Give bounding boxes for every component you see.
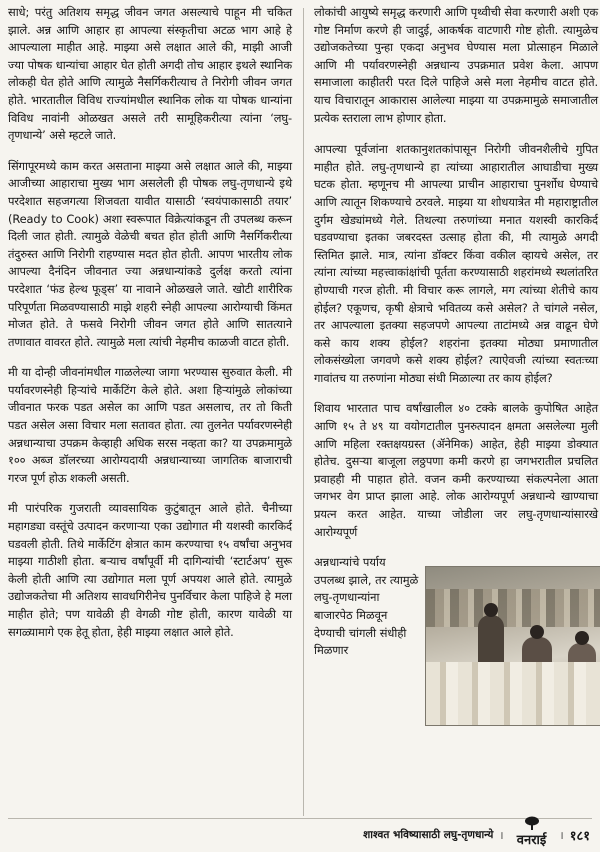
photo-shelf (426, 589, 600, 627)
paragraph: आपल्या पूर्वजांना शतकानुशतकांपासून निरोगी जीवनशैलीचे गुपित माहीत होते. लघु-तृणधान्ये हा त्यांच्या आहारातील आघाडीचा मुख्य घटक होता. म्हणूनच मी आपल्या प्राचीन आहाराचा पुनर्शोध घेण्याचे आणि त्यातून शिकण्याचे ठरवले. माझ्या या शोधयात्रेत मी महाराष्ट्रातील दुर्गम खेड्यांमध्ये गेले. तिथल्या तरुणांच्या मनात यशस्वी कारकिर्द घडवण्याचा इतका जबरदस्त उत्साह होता की, मी त्यामुळे अगदी स्तिमित झाले. मात्र, त्यांना डॉक्टर किंवा वकील व्हायचे असेल, तर त्यांना त्यांच्या महत्त्वाकांक्षांची पूर्तता करण्यासाठी शहरांमध्ये स्थलांतरित होण्याची गरज होती. मी विचार करू लागले, मग त्यांच्या शेतीचे काय होईल? एकूणच, कृषी क्षेत्राचे भवितव्य कसे असेल? ते चांगले नसेल, तर आपल्याला इतक्या सहजपणे आपल्या ताटांमध्ये अन्न वाढून घेणे कसे काय शक्य होईल? शहरांना इतक्या मोठ्या प्रमाणातील लोकसंख्येला जगवणे कसे शक्य होईल? त्याऐवजी त्यांच्या स्वतःच्या गावांतच या तरुणांना मोठ्या संधी मिळाल्या तर काय होईल? (314, 142, 598, 385)
paragraph-wrapped: अन्नधान्यांचे पर्याय उपलब्ध झाले, तर त्यामुळे लघु-तृणधान्यांना बाजारपेठ मिळवून देण्याची चांगली संधीही मिळणार (314, 555, 419, 658)
paragraph: साधे; परंतु अतिशय समृद्ध जीवन जगत असल्याचे पाहून मी चकित झाले. अन्न आणि आहार हा आपल्या संस्कृतीचा अटळ भाग आहे हे आपल्याला माहीत आहे. माझ्या असे लक्षात आले की, माझी आजी ज्या पोषक धान्यांचा आहार घेत होती अगदी तोच आहार इथले स्थानिक लोकही घेत होते आणि त्यामुळे नैसर्गिकरीत्याच ते निरोगी जीवन जगत होते. भारतातील विविध राज्यांमधील स्थानिक लोक या पोषक धान्यांना विविध नावांनी ओळखत असले तरी सामूहिकरीत्या त्यांना ‘लघु-तृणधान्ये’ असे म्हटले जाते. (8, 5, 292, 143)
logo-text: वनराई (516, 833, 547, 848)
photo-person (478, 615, 504, 667)
footer-rule (8, 818, 592, 819)
tree-icon (524, 816, 540, 830)
footer-separator: । (499, 828, 504, 842)
workers-packing-photo (425, 566, 600, 726)
page-number-separator: । (559, 828, 564, 842)
left-column (8, 4, 292, 654)
paragraph: लोकांची आयुष्ये समृद्ध करणारी आणि पृथ्वीची सेवा करणारी अशी एक गोष्ट निर्माण करणे ही जादुई, आकर्षक वाटणारी गोष्ट होती. त्यामुळेच उद्योजकतेच्या पुन्हा एकदा अनुभव घेण्यास मला प्रोत्साहन मिळाले आणि मी पर्यावरणस्नेही अन्नधान्य उपक्रमात प्रवेश केला. आपण समाजाला काहीतरी परत दिले पाहिजे असे मला नेहमीच वाटत होते. याच विचारातून आकारास आलेल्या माझ्या या उपक्रमामुळे समाजातील प्रत्येक स्तराला लाभ होणार होता. (314, 5, 598, 125)
paragraph: सिंगापूरमध्ये काम करत असताना माझ्या असे लक्षात आले की, माझ्या आजीच्या आहाराचा मुख्य भाग असलेली ही पोषक लघु-तृणधान्ये इथे परदेशात सहजगत्या शिजवता यावीत यासाठी ‘स्वयंपाकासाठी तयार’ (Ready to Cook) अशा स्वरूपात विक्रेत्यांकडून ती उपलब्ध करून दिली जात होती. त्यामुळे वेळेची बचत होत होती आणि नैसर्गिकरीत्या तंदुरुस्त आणि निरोगी राहण्यास मदत होत होती. आपण भारतीय लोक आपल्या दैनंदिन जीवनात ज्या अन्नधान्यांकडे दुर्लक्ष करतो त्यांना परदेशात ‘फंड हेल्थ फूड्स’ या नावाने ओळखले जाते. खोटी शारीरिक परिपूर्णता मिळवण्यासाठी माझे शहरी स्नेही आपल्या आरोग्याची किंमत मोजत होते. ते फसवे निरोगी जीवन जगत होते आणि सातत्याने तणावात वावरत होते. त्यामुळे मला त्यांची नेहमीच काळजी वाटत होती. (8, 158, 292, 349)
right-column (314, 4, 598, 744)
book-title: शाश्वत भविष्यासाठी लघु-तृणधान्ये (363, 829, 494, 841)
paragraph: मी या दोन्ही जीवनांमधील गाळलेल्या जागा भरण्यास सुरुवात केली. मी पर्यावरणस्नेही हिऱ्यांचे मार्केटिंग केले होते. अशा हिऱ्यांमुळे लोकांच्या जीवनात फरक पडत असेल का आणि पडत असलाच, तर तो किती पडत असेल असा विचार मला सतावत होता. त्या तुलनेत पर्यावरणस्नेही अन्नधान्याचा उपक्रम केव्हाही अधिक सरस नव्हता का? या उपक्रमामुळे १०० अब्ज डॉलरच्या आरोग्यदायी अन्नधान्याच्या जागतिक बाजाराची गरज पूर्ण होऊ शकली असती. (8, 365, 292, 485)
paragraph: मी पारंपरिक गुजराती व्यावसायिक कुटुंबातून आले होते. चैनीच्या महागड्या वस्तूंचे उत्पादन करणाऱ्या एका उद्योगात मी यशस्वी कारकिर्द घडवली होती. तिथे मार्केटिंग क्षेत्रात काम करण्याचा १५ वर्षांचा अनुभव माझ्या गाठीशी होता. बऱ्याच वर्षांपूर्वी मी दागिन्यांची ‘स्टार्टअप’ सुरू केली होती आणि त्या उद्योगात मला पूर्ण अपयश आले होते. त्यामुळे उद्योजकतेचा मी अतिशय सावधगिरीनेच पुनर्विचार केला पाहिजे हे मला माहीत होते; पण यावेळी ही वेगळी गोष्ट होती, कारण यावेळी या सगळ्यामागे एक हेतू होता, हेही माझ्या लक्षात आले होते. (8, 501, 292, 639)
paragraph: शिवाय भारतात पाच वर्षांखालील ४० टक्के बालके कुपोषित आहेत आणि १५ ते ४९ या वयोगटातील पुनरुत्पादन क्षमता असलेल्या मुली आणि महिला रक्तक्षयग्रस्त (ॲनेमिक) आहेत, हेही माझ्या डोक्यात होतेच. दुसऱ्या बाजूला लठ्ठपणा कमी करणे हा जगभरातील प्रचलित प्रवाहही मी पाहात होते. वजन कमी करण्याच्या संकल्पनेला आता जगभर वेग प्राप्त झाला आहे. लोक आरोग्यपूर्ण अन्नधान्ये खाण्याचा प्रयत्न करत आहेत. याच्या जोडीला जर लघु-तृणधान्यांसारखे आरोग्यपूर्ण (314, 401, 598, 539)
photo-block (314, 554, 598, 744)
column-divider (303, 8, 304, 816)
page-footer (363, 822, 590, 848)
page-number: १८१ (569, 829, 590, 844)
photo-table-packets (426, 662, 600, 725)
vanrai-logo (510, 822, 554, 848)
